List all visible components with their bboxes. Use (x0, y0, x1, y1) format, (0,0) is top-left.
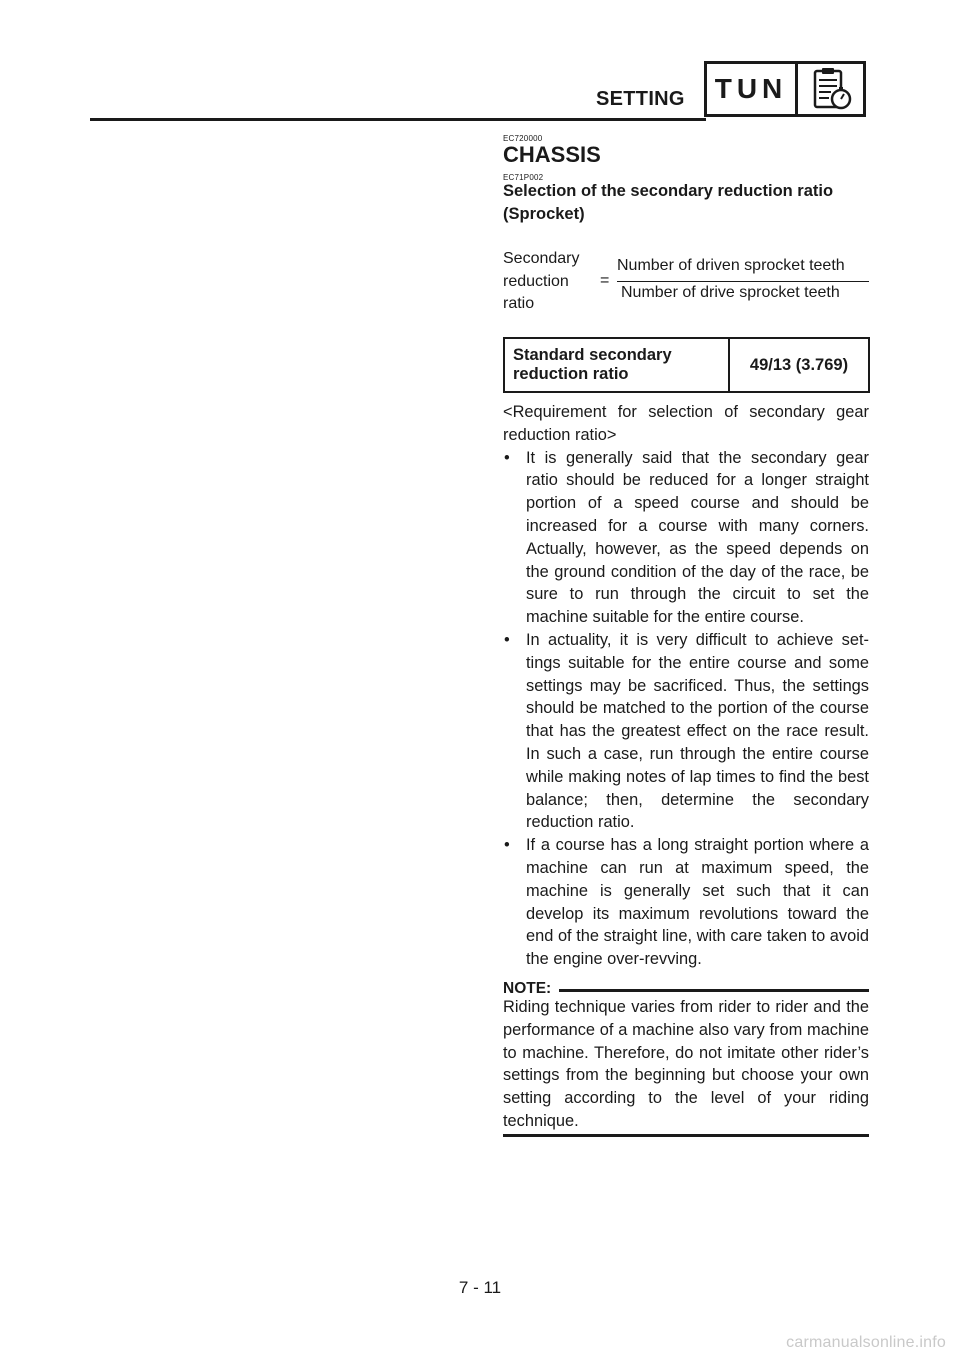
fraction-bar (617, 281, 869, 282)
chapter-code: TUN (707, 64, 798, 114)
spec-value: 49/13 (3.769) (749, 355, 849, 374)
formula-left-line: ratio (503, 295, 535, 312)
note-text: Riding technique varies from rider to rider and the performance of a machine also vary from machine to machine. Therefore, do not imitate other rider’s settings from the beginning but choose your own setting according to the level of your riding technique. (503, 998, 869, 1130)
section-heading: CHASSIS (503, 142, 601, 167)
spec-table (503, 337, 870, 393)
subsection-code: EC71P002 (503, 173, 544, 182)
list-item: • It is generally said that the secondary gear ratio should be reduced for a longer straight portion of a speed course and should be increased for a course with many corners. Actually, however, as the speed depends on the ground condition of the day of the race, be sure to run through the circuit to set the machine suitable for the entire course. (503, 447, 869, 629)
section-code: EC720000 (503, 134, 543, 143)
page-number: 7 - 11 (458, 1278, 502, 1297)
note-label: NOTE: (503, 980, 559, 998)
watermark: carmanualsonline.info (786, 1334, 946, 1351)
formula-left-line: reduction (503, 272, 569, 290)
ratio-formula (503, 248, 869, 318)
bullet-list (503, 447, 869, 971)
note-rule (503, 1134, 869, 1137)
formula-equals: = (600, 272, 610, 289)
header-rule (90, 118, 706, 121)
note-rule (555, 989, 869, 992)
list-item: • In actuality, it is very difficult to achieve set-tings suitable for the entire course and some settings may be sacrificed. Thus, the settings should be matched to the portion of the course that has the greatest effect on the race result. In such a case, run through the entire course while making notes of lap times to find the best balance; then, determine the secondary reduction ratio. (503, 629, 869, 834)
subsection-heading: Selection of the secondary reduction ratio (Sprocket) (503, 182, 834, 223)
spec-label (505, 339, 730, 391)
spec-label-line: Standard secondary (513, 346, 672, 364)
formula-denominator: Number of drive sprocket teeth (621, 284, 840, 301)
formula-left-line: Secondary (503, 250, 580, 267)
requirements-body (503, 401, 869, 971)
list-item: • If a course has a long straight portion where a machine can run at maximum speed, the machine is generally set such that it can develop its maximum revolutions toward the end of the straight line, with care taken to avoid the engine over-revving. (503, 834, 869, 971)
section-title: SETTING (596, 88, 685, 110)
requirement-heading: <Requirement for selection of secondary gear reduction ratio> (503, 403, 869, 444)
spec-label-line: reduction ratio (513, 365, 629, 383)
clipboard-stopwatch-icon (798, 64, 863, 114)
formula-left-term (503, 248, 580, 316)
formula-numerator: Number of driven sprocket teeth (617, 257, 845, 274)
chapter-tab (704, 61, 866, 117)
